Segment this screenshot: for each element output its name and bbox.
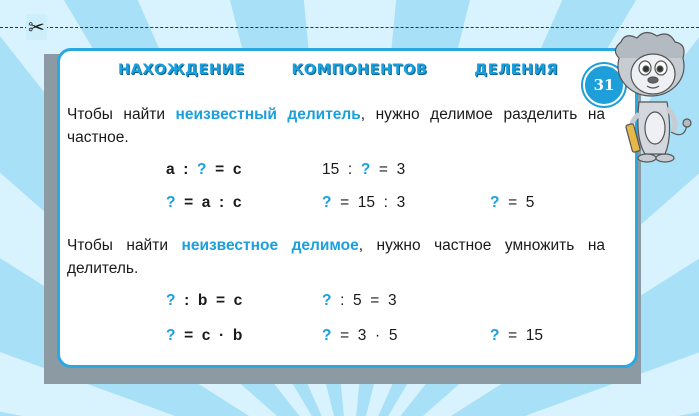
num-5: 5 [388, 327, 398, 344]
equals-sign: = [184, 194, 194, 211]
divide-sign: : [219, 194, 225, 211]
rule2-after: , нужно частное умножить на делитель. [67, 237, 606, 277]
num-3: 3 [357, 327, 367, 344]
formula-example-divisor [322, 161, 405, 179]
unknown-mark: ? [490, 327, 500, 344]
rule-dividend-text [67, 234, 605, 280]
formula-example-dividend-solved [322, 327, 397, 345]
equals-sign: = [508, 194, 518, 211]
divide-sign: : [184, 292, 190, 309]
formula-general-dividend [166, 292, 242, 310]
unknown-mark: ? [166, 327, 176, 344]
equals-sign: = [340, 327, 350, 344]
rule1-before: Чтобы найти [67, 106, 176, 123]
unknown-mark: ? [322, 327, 332, 344]
title-word-2: КОМПОНЕНТОВ [291, 62, 428, 78]
num-3: 3 [387, 292, 397, 309]
term-unknown-divisor: неизвестный делитель [175, 106, 361, 123]
title-word-1: НАХОЖДЕНИЕ [118, 62, 245, 78]
multiply-sign: · [219, 327, 225, 344]
num-15: 15 [322, 161, 340, 178]
equals-sign: = [215, 292, 226, 309]
answer-value: 5 [525, 194, 535, 211]
equals-sign: = [340, 194, 350, 211]
rule-divisor-text [67, 103, 605, 149]
num-3: 3 [396, 161, 406, 178]
page-title [118, 62, 558, 78]
var-c: c [232, 194, 242, 211]
num-5: 5 [353, 292, 362, 309]
formula-example-dividend [322, 292, 397, 310]
var-c: c [232, 161, 242, 178]
title-word-3: ДЕЛЕНИЯ [474, 62, 558, 78]
unknown-mark: ? [166, 194, 176, 211]
divide-sign: : [183, 161, 189, 178]
equals-sign: = [215, 161, 225, 178]
divide-sign: : [347, 161, 353, 178]
answer-value: 15 [525, 327, 544, 344]
rule1-after: , нужно делимое разделить на частное. [67, 106, 606, 146]
divide-sign: : [383, 194, 388, 211]
unknown-mark: ? [197, 161, 207, 178]
lion-mascot [605, 28, 695, 166]
var-a: a [201, 194, 211, 211]
equals-sign: = [184, 327, 194, 344]
var-c: c [201, 327, 211, 344]
page-number-badge: 31 [583, 64, 625, 106]
unknown-mark: ? [322, 194, 332, 211]
unknown-mark: ? [360, 161, 371, 178]
equals-sign: = [370, 292, 380, 309]
rule2-before: Чтобы найти [67, 237, 182, 254]
multiply-sign: · [375, 327, 381, 344]
var-c: c [233, 292, 243, 309]
var-b: b [232, 327, 243, 344]
formula-general-dividend-solved [166, 327, 242, 345]
var-b: b [197, 292, 208, 309]
cut-line [0, 27, 699, 28]
answer-divisor [490, 194, 534, 212]
var-a: a [166, 161, 175, 178]
divide-sign: : [340, 292, 345, 309]
unknown-mark: ? [490, 194, 500, 211]
unknown-mark: ? [166, 292, 176, 309]
formula-general-divisor [166, 161, 241, 179]
num-15: 15 [357, 194, 376, 211]
equals-sign: = [508, 327, 518, 344]
scissors-icon: ✂ [28, 15, 45, 39]
answer-dividend [490, 327, 543, 345]
unknown-mark: ? [322, 292, 332, 309]
num-3: 3 [396, 194, 406, 211]
formula-general-divisor-solved [166, 194, 241, 212]
formula-example-divisor-solved [322, 194, 405, 212]
equals-sign: = [378, 161, 388, 178]
term-unknown-dividend: неизвестное делимое [181, 237, 359, 254]
